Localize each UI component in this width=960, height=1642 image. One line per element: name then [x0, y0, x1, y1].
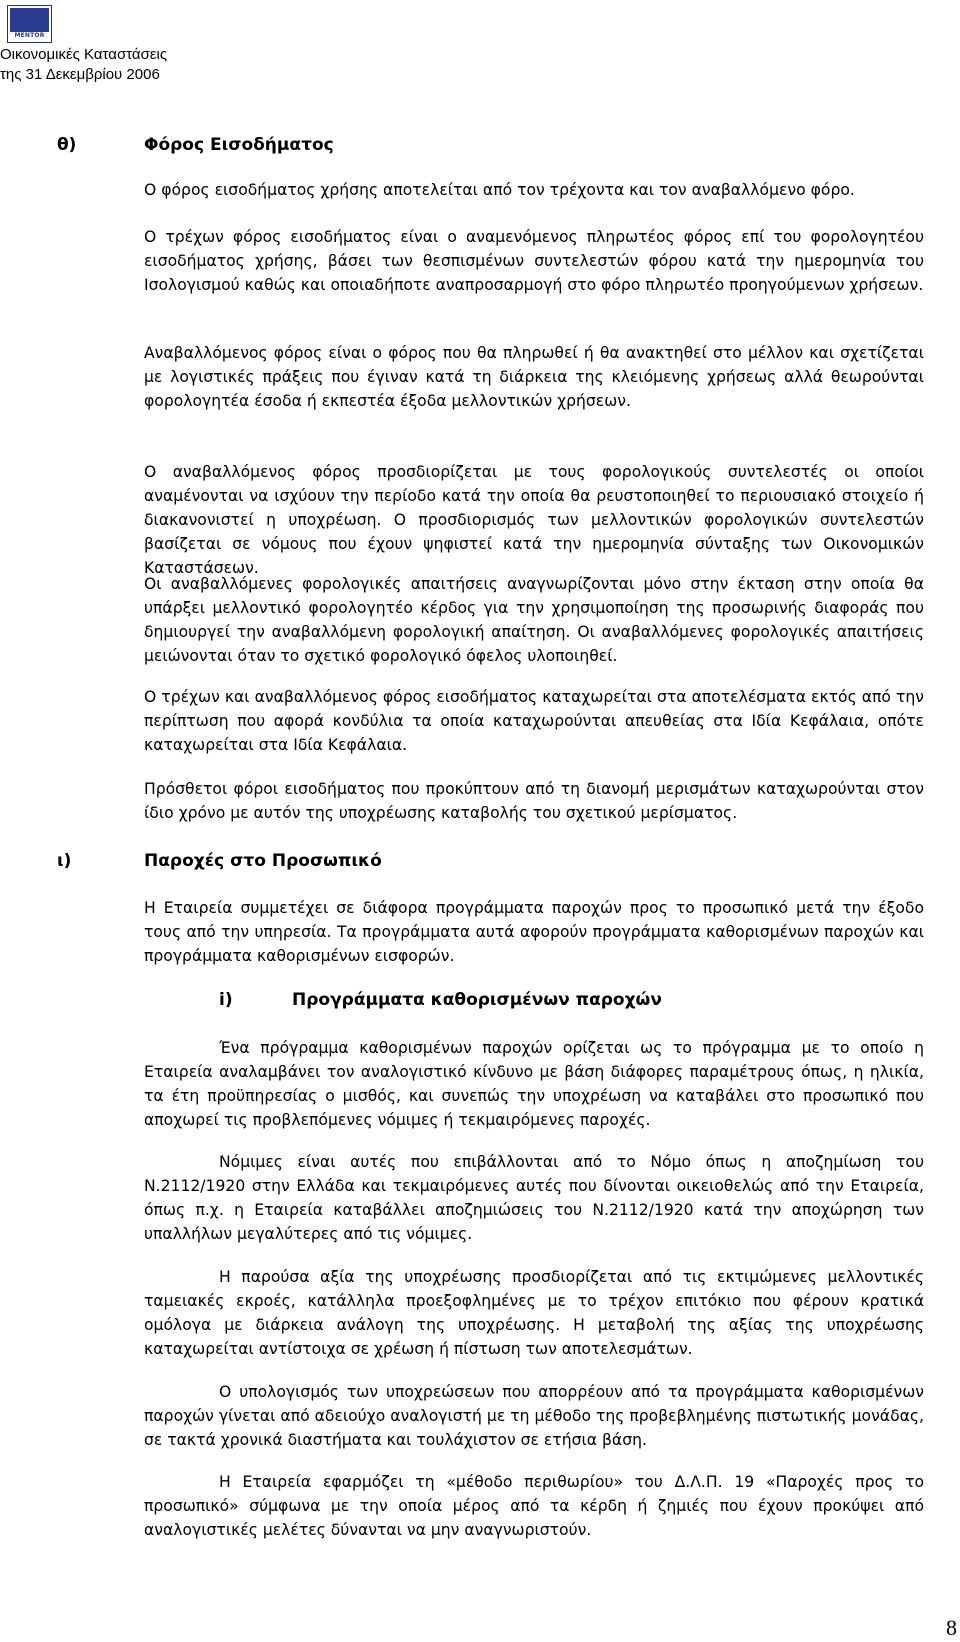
- paragraph: Ο αναβαλλόμενος φόρος προσδιορίζεται με τους φορολογικούς συντελεστές οι οποίοι αναμένονται να ισχύουν την περίοδο κατά την οποία θα ρευστοποιηθεί το περιουσιακό στοιχείο ή διακανονιστεί η υποχρέωση. Ο προσδιορισμός των μελλοντικών φορολογικών συντελεστών βασίζεται σε νόμους που έχουν ψηφιστεί κατά την ημερομηνία σύνταξης των Οικονομικών Καταστάσεων.: [144, 463, 924, 577]
- section-theta-letter: θ): [57, 135, 77, 155]
- paragraph: Η Εταιρεία εφαρμόζει τη «μέθοδο περιθωρίου» του Δ.Λ.Π. 19 «Παροχές προς το προσωπικό» σύμφωνα με την οποία μέρος από τα κέρδη ή ζημιές που έχουν προκύψει από αναλογιστικές μελέτες δύνανται να μην αναγνωριστούν.: [144, 1473, 924, 1539]
- section-iota-letter: ι): [57, 851, 72, 871]
- subsection-letter: i): [219, 990, 233, 1010]
- page-number: 8: [946, 1615, 957, 1640]
- header-title: Οικονομικές Καταστάσεις: [0, 46, 168, 63]
- section-theta-title: Φόρος Εισοδήματος: [144, 135, 334, 155]
- logo-wordmark: MENTOR: [10, 32, 49, 40]
- paragraph: Οι αναβαλλόμενες φορολογικές απαιτήσεις αναγνωρίζονται μόνο στην έκταση στην οποία θα υπάρξει μελλοντικό φορολογητέο κέρδος για την χρησιμοποίηση της προσωρινής διαφοράς που δημιουργεί την αναβαλλόμενη φορολογική απαίτηση. Οι αναβαλλόμενες φορολογικές απαιτήσεις μειώνονται όταν το σχετικό φορολογικό όφελος υλοποιηθεί.: [144, 575, 924, 665]
- paragraph: Ο τρέχων και αναβαλλόμενος φόρος εισοδήματος καταχωρείται στα αποτελέσματα εκτός από την περίπτωση που αφορά κονδύλια τα οποία καταχωρούνται απευθείας στα Ιδία Κεφάλαια, οπότε καταχωρείται στα Ιδία Κεφάλαια.: [144, 688, 924, 754]
- paragraph: Νόμιμες είναι αυτές που επιβάλλονται από το Νόμο όπως η αποζημίωση του Ν.2112/1920 στην Ελλάδα και τεκμαιρόμενες αυτές που δίνονται οικειοθελώς από την Εταιρεία, όπως π.χ. η Εταιρεία καταβάλλει αποζημιώσεις του Ν.2112/1920 κατά την αποχώρηση των υπαλλήλων μεγαλύτερες από τις νόμιμες.: [144, 1153, 924, 1243]
- paragraph: Αναβαλλόμενος φόρος είναι ο φόρος που θα πληρωθεί ή θα ανακτηθεί στο μέλλον και σχετίζεται με λογιστικές πράξεις που έγιναν κατά τη διάρκεια της κλειόμενης χρήσεως αλλά θεωρούνται φορολογητέα έσοδα ή εκπεστέα έξοδα μελλοντικών χρήσεων.: [144, 344, 924, 410]
- subsection-title: Προγράμματα καθορισμένων παροχών: [292, 990, 662, 1010]
- paragraph: Η παρούσα αξία της υποχρέωσης προσδιορίζεται από τις εκτιμώμενες μελλοντικές ταμειακές εκροές, κατάλληλα προεξοφλημένες με το τρέχον επιτόκιο που φέρουν κρατικά ομόλογα με διάρκεια ανάλογη της υποχρέωσης. Η μεταβολή της αξίας της υποχρέωσης καταχωρείται αντίστοιχα σε χρέωση ή πίστωση των αποτελεσμάτων.: [144, 1268, 924, 1358]
- logo-mark-icon: [10, 8, 49, 32]
- section-iota-title: Παροχές στο Προσωπικό: [144, 851, 382, 871]
- paragraph: Πρόσθετοι φόροι εισοδήματος που προκύπτουν από τη διανομή μερισμάτων καταχωρούνται στον ίδιο χρόνο με αυτόν της υποχρέωσης καταβολής του σχετικού μερίσματος.: [144, 780, 924, 822]
- header-date: της 31 Δεκεμβρίου 2006: [0, 66, 160, 83]
- company-logo: [7, 5, 52, 43]
- paragraph: Ο τρέχων φόρος εισοδήματος είναι ο αναμενόμενος πληρωτέος φόρος επί του φορολογητέου εισοδήματος χρήσης, βάσει των θεσπισμένων συντελεστών φόρου κατά την ημερομηνία του Ισολογισμού καθώς και οποιαδήποτε αναπροσαρμογή στο φόρο πληρωτέο προηγούμενων χρήσεων.: [144, 228, 924, 294]
- paragraph: Ένα πρόγραμμα καθορισμένων παροχών ορίζεται ως το πρόγραμμα με το οποίο η Εταιρεία αναλαμβάνει τον αναλογιστικό κίνδυνο με βάση διάφορες παραμέτρους όπως, η ηλικία, τα έτη προϋπηρεσίας ο μισθός, και συνεπώς την υποχρέωση να καταβάλει στο προσωπικό που αποχωρεί τις προβλεπόμενες νόμιμες ή τεκμαιρόμενες παροχές.: [144, 1039, 924, 1129]
- paragraph: Ο φόρος εισοδήματος χρήσης αποτελείται από τον τρέχοντα και τον αναβαλλόμενο φόρο.: [144, 181, 855, 199]
- paragraph: Η Εταιρεία συμμετέχει σε διάφορα προγράμματα παροχών προς το προσωπικό μετά την έξοδο τους από την υπηρεσία. Τα προγράμματα αυτά αφορούν προγράμματα καθορισμένων παροχών και προγράμματα καθορισμένων εισφορών.: [144, 899, 924, 965]
- paragraph: Ο υπολογισμός των υποχρεώσεων που απορρέουν από τα προγράμματα καθορισμένων παροχών γίνεται από αδειούχο αναλογιστή με τη μέθοδο της προβεβλημένης πιστωτικής μονάδας, σε τακτά χρονικά διαστήματα και τουλάχιστον σε ετήσια βάση.: [144, 1383, 924, 1449]
